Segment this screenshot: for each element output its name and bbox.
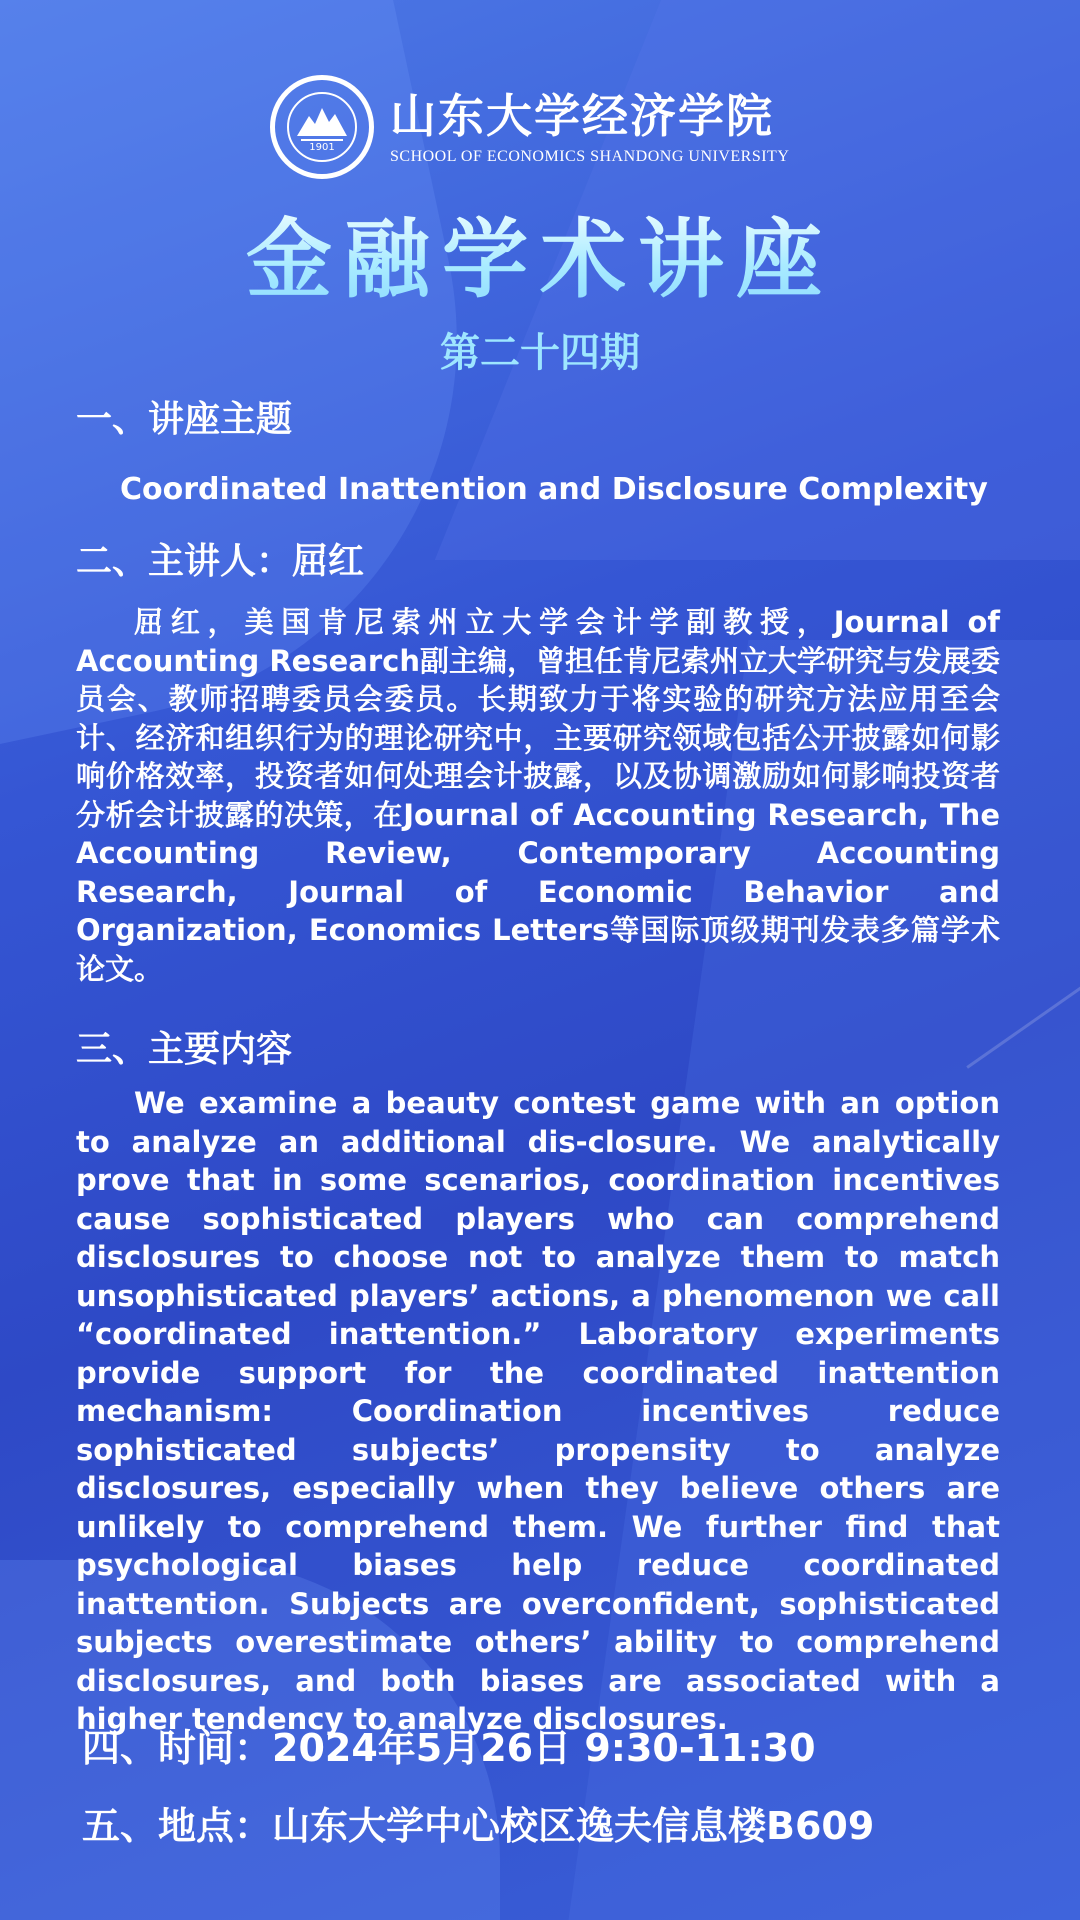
speaker-heading: 二、主讲人：屈红 [76, 541, 365, 582]
school-name-cn: 山东大学经济学院 [390, 89, 774, 143]
speaker-bio: 屈红，美国肯尼索州立大学会计学副教授，Journal of Accounting Research副主编，曾担任肯尼索州立大学研究与发展委员会、教师招聘委员会委员。长期致力于将实验的研究方法应用至会计、经济和组织行为的理论研究中，主要研究领域包括公开披露如何影响价格效率，投资者如何处理会计披露，以及协调激励如何影响投资者分析会计披露的决策，在Journal of Accounting Research, The Accounting Review, Contemporary Accounting Research, Journal of Economic Behavior and Organization, Economics Letters等国际顶级期刊发表多篇学术论文。 [76, 605, 1000, 986]
lecture-abstract: We examine a beauty contest game with an option to analyze an additional dis-closure. We analytically prove that in some scenarios, coordination incentives cause sophisticated players who can comprehend disclosures to choose not to analyze them to match unsophisticated players’ actions, a phenomenon we call “coordinated inattention.” Laboratory experiments provide support for the coordinated inattention mechanism: Coordination incentives reduce sophisticated subjects’ propensity to analyze disclosures, especially when they believe others are unlikely to comprehend them. We further find that psychological biases help reduce coordinated inattention. Subjects are overconfident, sophisticated subjects overestimate others’ ability to comprehend disclosures, and both biases are associated with a higher tendency to analyze disclosures. [76, 1086, 1000, 1736]
poster-title: 金融学术讲座 [0, 210, 1080, 310]
lecture-time: 四、时间：2024年5月26日 9:30-11:30 [82, 1726, 816, 1770]
school-name-en: SCHOOL OF ECONOMICS SHANDONG UNIVERSITY [390, 148, 790, 165]
lecture-location: 五、地点：山东大学中心校区逸夫信息楼B609 [82, 1804, 875, 1848]
content-heading: 三、主要内容 [76, 1029, 293, 1070]
seal-year: 1901 [309, 142, 335, 153]
topic-heading: 一、讲座主题 [76, 399, 293, 440]
school-name [390, 86, 789, 168]
school-logo [270, 72, 830, 182]
university-seal-icon [270, 75, 374, 179]
issue-number: 第二十四期 [440, 330, 640, 376]
lecture-topic: Coordinated Inattention and Disclosure Complexity [120, 472, 988, 507]
